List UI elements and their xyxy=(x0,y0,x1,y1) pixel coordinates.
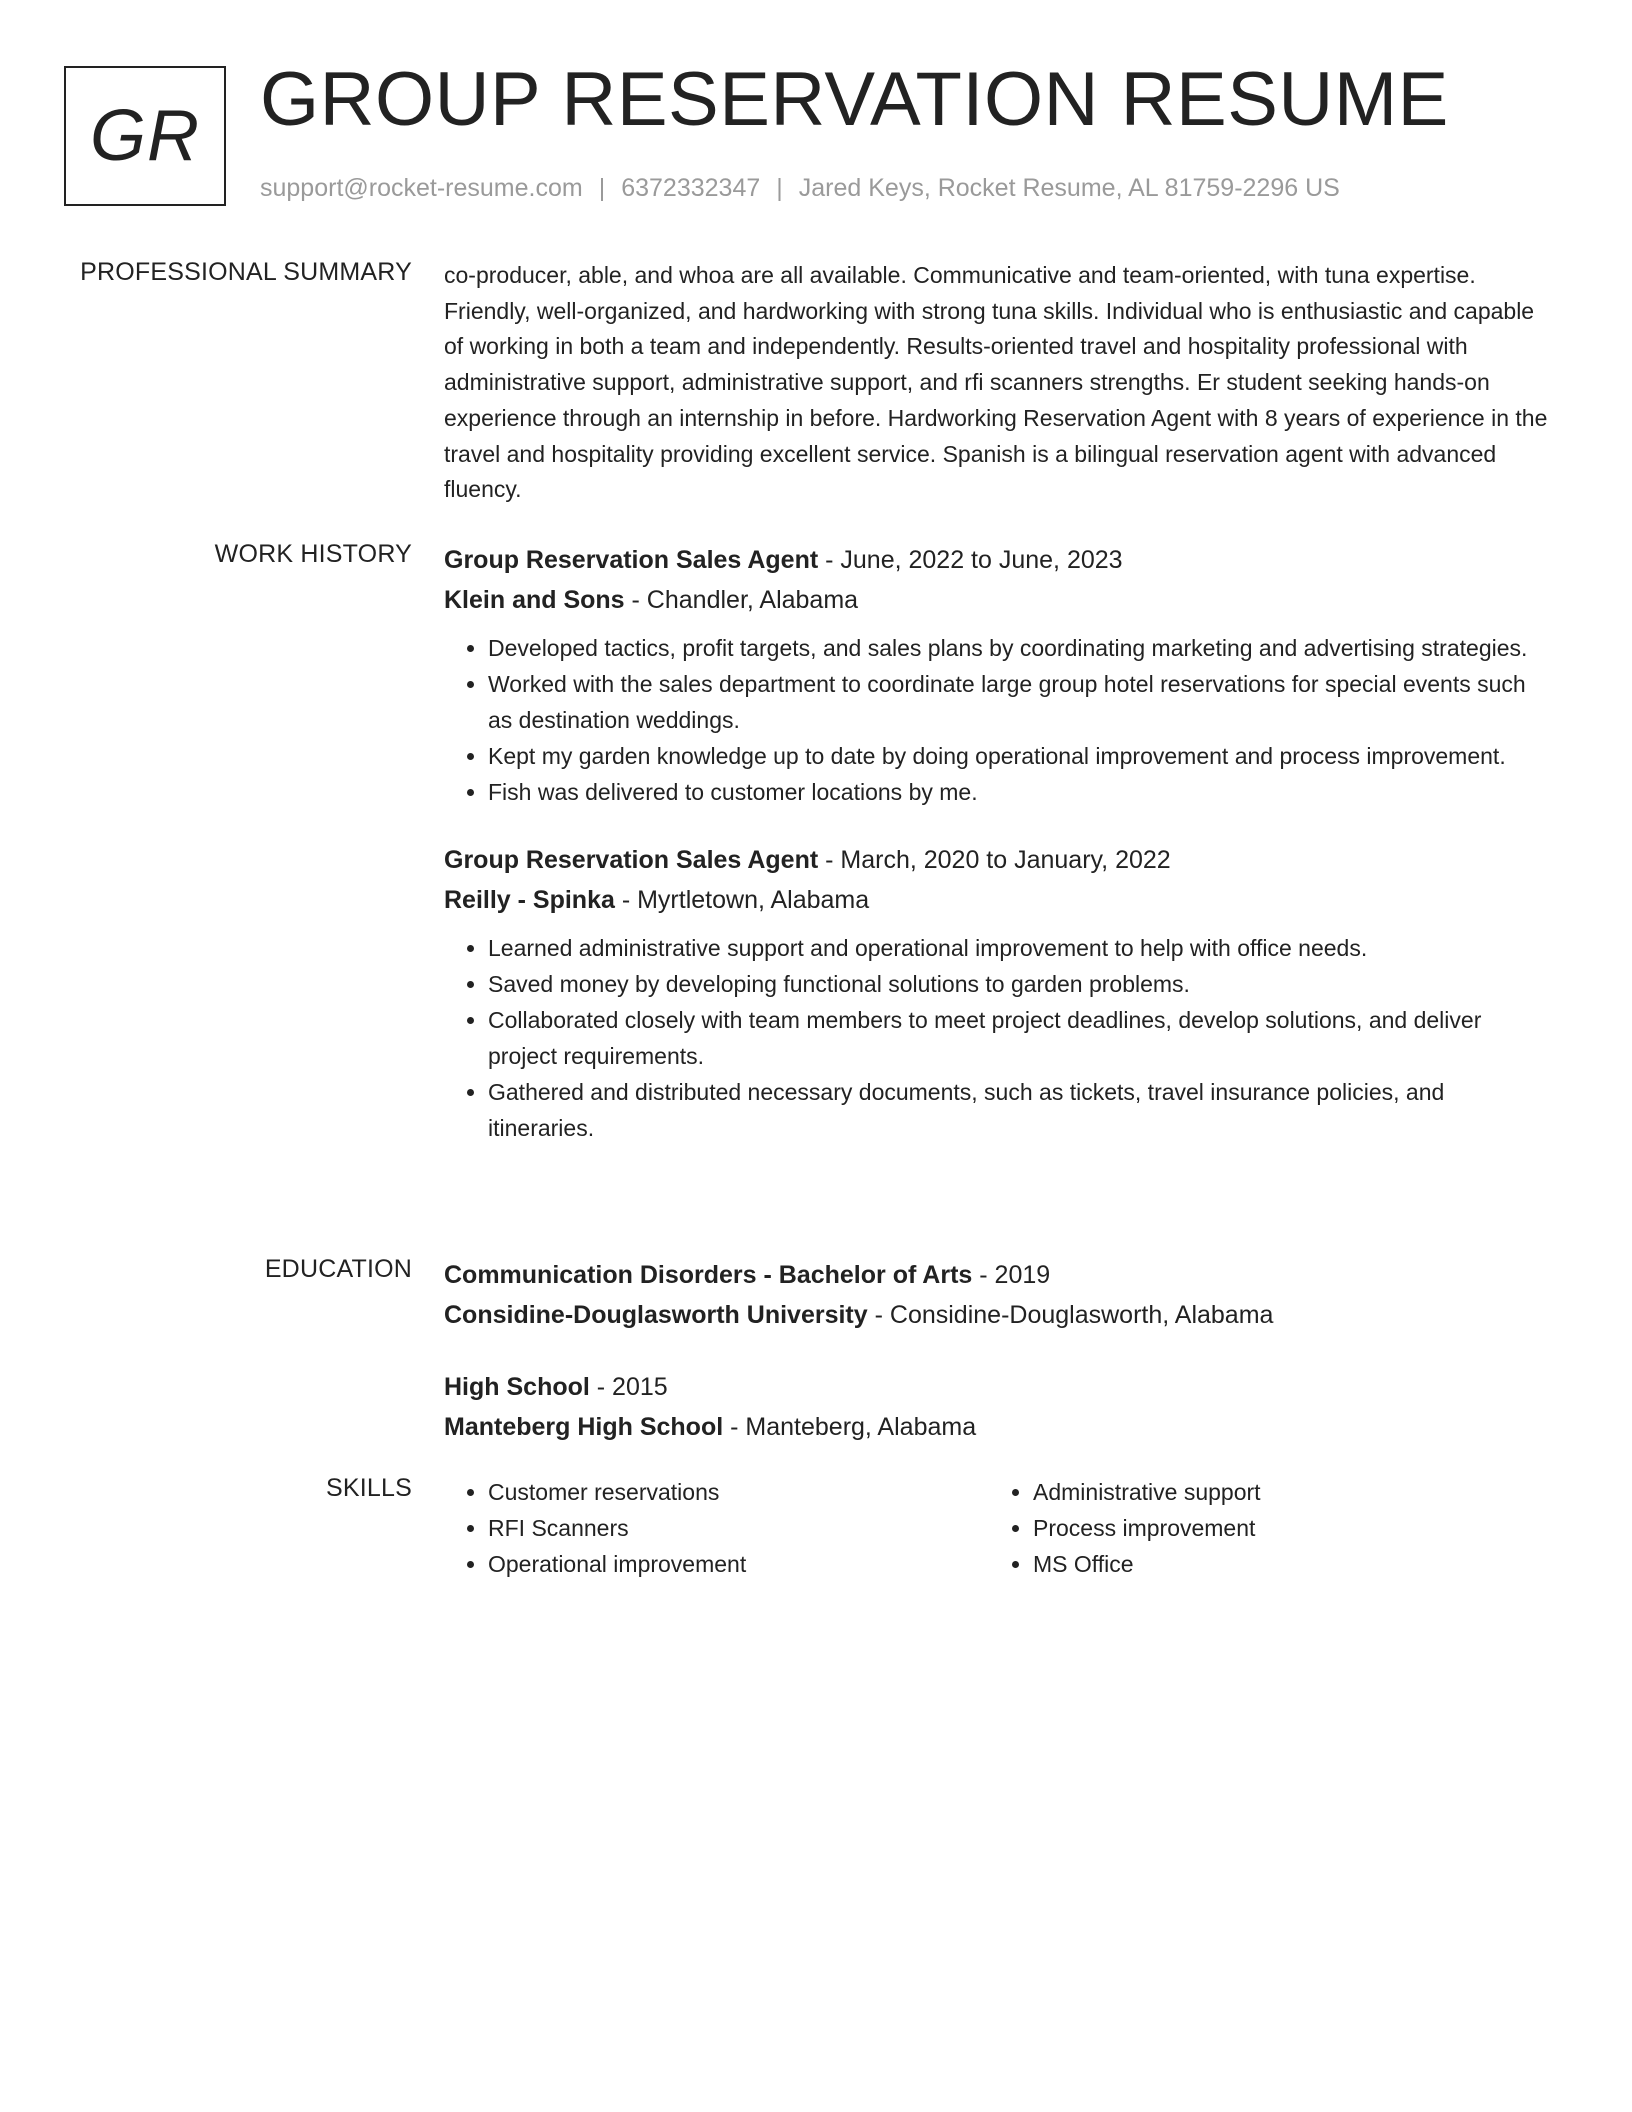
education-school-line xyxy=(444,1295,1556,1335)
job-company: Klein and Sons xyxy=(444,586,625,614)
job-title: Group Reservation Sales Agent xyxy=(444,546,819,574)
job-title-line xyxy=(444,840,1556,880)
education-degree-line xyxy=(444,1367,1556,1407)
job-bullets xyxy=(444,630,1556,810)
summary-heading: PROFESSIONAL SUMMARY xyxy=(80,258,412,286)
monogram-initials: GR xyxy=(90,96,200,176)
skills-column-right xyxy=(989,1474,1534,1582)
job-entry xyxy=(444,540,1556,810)
job-location: - Chandler, Alabama xyxy=(624,586,859,614)
education-school: Considine-Douglasworth University xyxy=(444,1301,868,1329)
skill-item: • MS Office xyxy=(1033,1546,1534,1582)
education-heading: EDUCATION xyxy=(264,1255,412,1283)
job-bullet: • Developed tactics, profit targets, and sales plans by coordinating marketing and advertising strategies. xyxy=(488,630,1556,666)
job-bullet: • Kept my garden knowledge up to date by doing operational improvement and process improvement. xyxy=(488,738,1556,774)
job-bullet: • Collaborated closely with team members to meet project deadlines, develop solutions, and deliver project requirements. xyxy=(488,1002,1556,1074)
education-degree: High School xyxy=(444,1373,590,1401)
education-entry xyxy=(444,1255,1556,1335)
job-location: - Myrtletown, Alabama xyxy=(614,886,870,914)
job-entry xyxy=(444,840,1556,1146)
skill-item: • RFI Scanners xyxy=(488,1510,989,1546)
contact-separator: | xyxy=(776,174,783,202)
job-title-line xyxy=(444,540,1556,580)
job-bullet: • Saved money by developing functional solutions to garden problems. xyxy=(488,966,1556,1002)
skills-column-left xyxy=(444,1474,989,1582)
skill-item: • Process improvement xyxy=(1033,1510,1534,1546)
job-company-line xyxy=(444,580,1556,620)
summary-text: co-producer, able, and whoa are all available. Communicative and team-oriented, with tuna expertise. Friendly, well-organized, and hardworking with strong tuna skills. Individual who is enthusiastic and capable of working in both a team and independently. Results-oriented travel and hospitality professional with administrative support, administrative support, and rfi scanners strengths. Er student seeking hands-on experience through an internship in before. Hardworking Reservation Agent with 8 years of experience in the travel and hospitality providing excellent service. Spanish is a bilingual reservation agent with advanced fluency. xyxy=(444,262,1548,503)
education-year: - 2015 xyxy=(589,1373,668,1401)
resume-title: GROUP RESERVATION RESUME xyxy=(260,57,1449,142)
contact-email: support@rocket-resume.com xyxy=(260,174,583,202)
work-history-heading: WORK HISTORY xyxy=(214,540,412,568)
skill-item: • Administrative support xyxy=(1033,1474,1534,1510)
contact-address: Jared Keys, Rocket Resume, AL 81759-2296 US xyxy=(798,174,1340,202)
education-school-line xyxy=(444,1407,1556,1447)
contact-separator: | xyxy=(598,174,606,202)
contact-line xyxy=(260,174,1340,203)
skills-grid xyxy=(444,1474,1556,1582)
education-entry xyxy=(444,1367,1556,1447)
job-title: Group Reservation Sales Agent xyxy=(444,846,819,874)
skills-heading: SKILLS xyxy=(326,1474,412,1502)
job-bullet: • Learned administrative support and operational improvement to help with office needs. xyxy=(488,930,1556,966)
job-company: Reilly - Spinka xyxy=(444,886,615,914)
monogram-box xyxy=(64,66,226,206)
job-bullets xyxy=(444,930,1556,1146)
skill-item: • Customer reservations xyxy=(488,1474,989,1510)
education-degree: Communication Disorders - Bachelor of Arts xyxy=(444,1261,973,1289)
job-dates: - March, 2020 to January, 2022 xyxy=(818,846,1171,874)
contact-phone: 6372332347 xyxy=(621,174,761,202)
job-bullet: • Gathered and distributed necessary documents, such as tickets, travel insurance policies, and itineraries. xyxy=(488,1074,1556,1146)
education-location: - Considine-Douglasworth, Alabama xyxy=(867,1301,1274,1329)
skill-item: • Operational improvement xyxy=(488,1546,989,1582)
job-bullet: • Fish was delivered to customer locations by me. xyxy=(488,774,1556,810)
job-company-line xyxy=(444,880,1556,920)
job-dates: - June, 2022 to June, 2023 xyxy=(818,546,1123,574)
education-degree-line xyxy=(444,1255,1556,1295)
education-year: - 2019 xyxy=(972,1261,1051,1289)
job-bullet: • Worked with the sales department to coordinate large group hotel reservations for special events such as destination weddings. xyxy=(488,666,1556,738)
education-school: Manteberg High School xyxy=(444,1413,724,1441)
education-location: - Manteberg, Alabama xyxy=(723,1413,977,1441)
